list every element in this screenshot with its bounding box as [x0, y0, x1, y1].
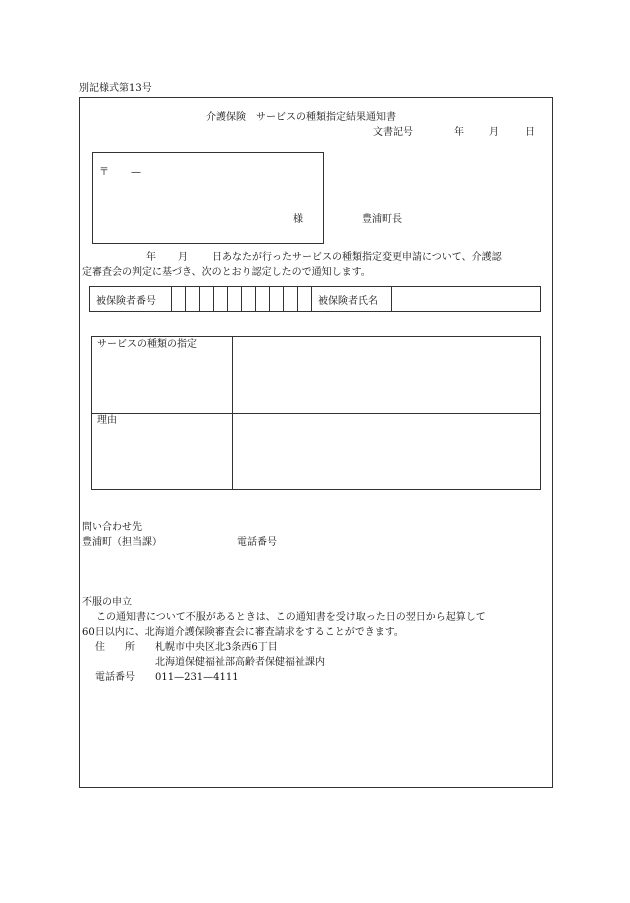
appeal-heading: 不服の申立	[82, 597, 132, 608]
insured-name-label: 被保険者氏名	[312, 287, 392, 311]
appeal-text-line1: この通知書について不服があるときは、この通知書を受け取った日の翌日から起算して	[96, 612, 486, 623]
insured-number-digit	[270, 287, 284, 311]
insured-name-value	[392, 287, 540, 311]
service-designation-table	[91, 336, 541, 490]
appeal-address-line2: 北海道保健福祉部高齢者保健福祉課内	[155, 657, 325, 668]
appeal-text-line2: 60日以内に、北海道介護保険審査会に審査請求をすることができます。	[82, 627, 404, 638]
recipient-honorific: 様	[293, 214, 303, 225]
insured-number-digit	[284, 287, 298, 311]
appeal-phone-label: 電話番号	[95, 672, 135, 683]
doc-ref-month: 月	[489, 127, 499, 138]
body-month: 月	[178, 252, 188, 263]
postal-dash: —	[131, 167, 141, 178]
doc-ref-day: 日	[525, 127, 535, 138]
doc-ref-year: 年	[454, 127, 464, 138]
insured-number-digit	[228, 287, 242, 311]
appeal-address-line1: 札幌市中央区北3条西6丁目	[155, 642, 278, 653]
table-divider	[92, 413, 540, 414]
appeal-phone-value: 011—231—4111	[155, 672, 239, 683]
form-number: 別記様式第13号	[79, 83, 152, 94]
insured-number-digit	[172, 287, 186, 311]
service-type-label: サービスの種類の指定	[97, 339, 197, 350]
postal-mark: 〒	[99, 167, 109, 178]
contact-heading: 問い合わせ先	[82, 522, 142, 533]
reason-label: 理由	[97, 415, 117, 426]
insured-number-digit	[186, 287, 200, 311]
table-divider	[232, 337, 233, 489]
insured-id-table	[89, 286, 541, 312]
insured-number-digit	[242, 287, 256, 311]
insured-number-label: 被保険者番号	[90, 287, 172, 311]
address-box	[92, 152, 324, 244]
contact-phone-label: 電話番号	[237, 537, 277, 548]
body-text-line1: 日あなたが行ったサービスの種類指定変更申請について、介護認	[212, 252, 502, 263]
contact-department: 豊浦町（担当課）	[82, 537, 162, 548]
issuer-name: 豊浦町長	[362, 214, 402, 225]
doc-ref-label: 文書記号	[373, 127, 413, 138]
document-title: 介護保険 サービスの種類指定結果通知書	[206, 112, 396, 123]
body-year: 年	[146, 252, 156, 263]
insured-number-digit	[214, 287, 228, 311]
insured-number-digit	[298, 287, 312, 311]
insured-number-digit	[200, 287, 214, 311]
body-text-line2: 定審査会の判定に基づき、次のとおり認定したので通知します。	[82, 267, 371, 278]
appeal-address-label: 住 所	[95, 642, 135, 653]
insured-number-digit	[256, 287, 270, 311]
